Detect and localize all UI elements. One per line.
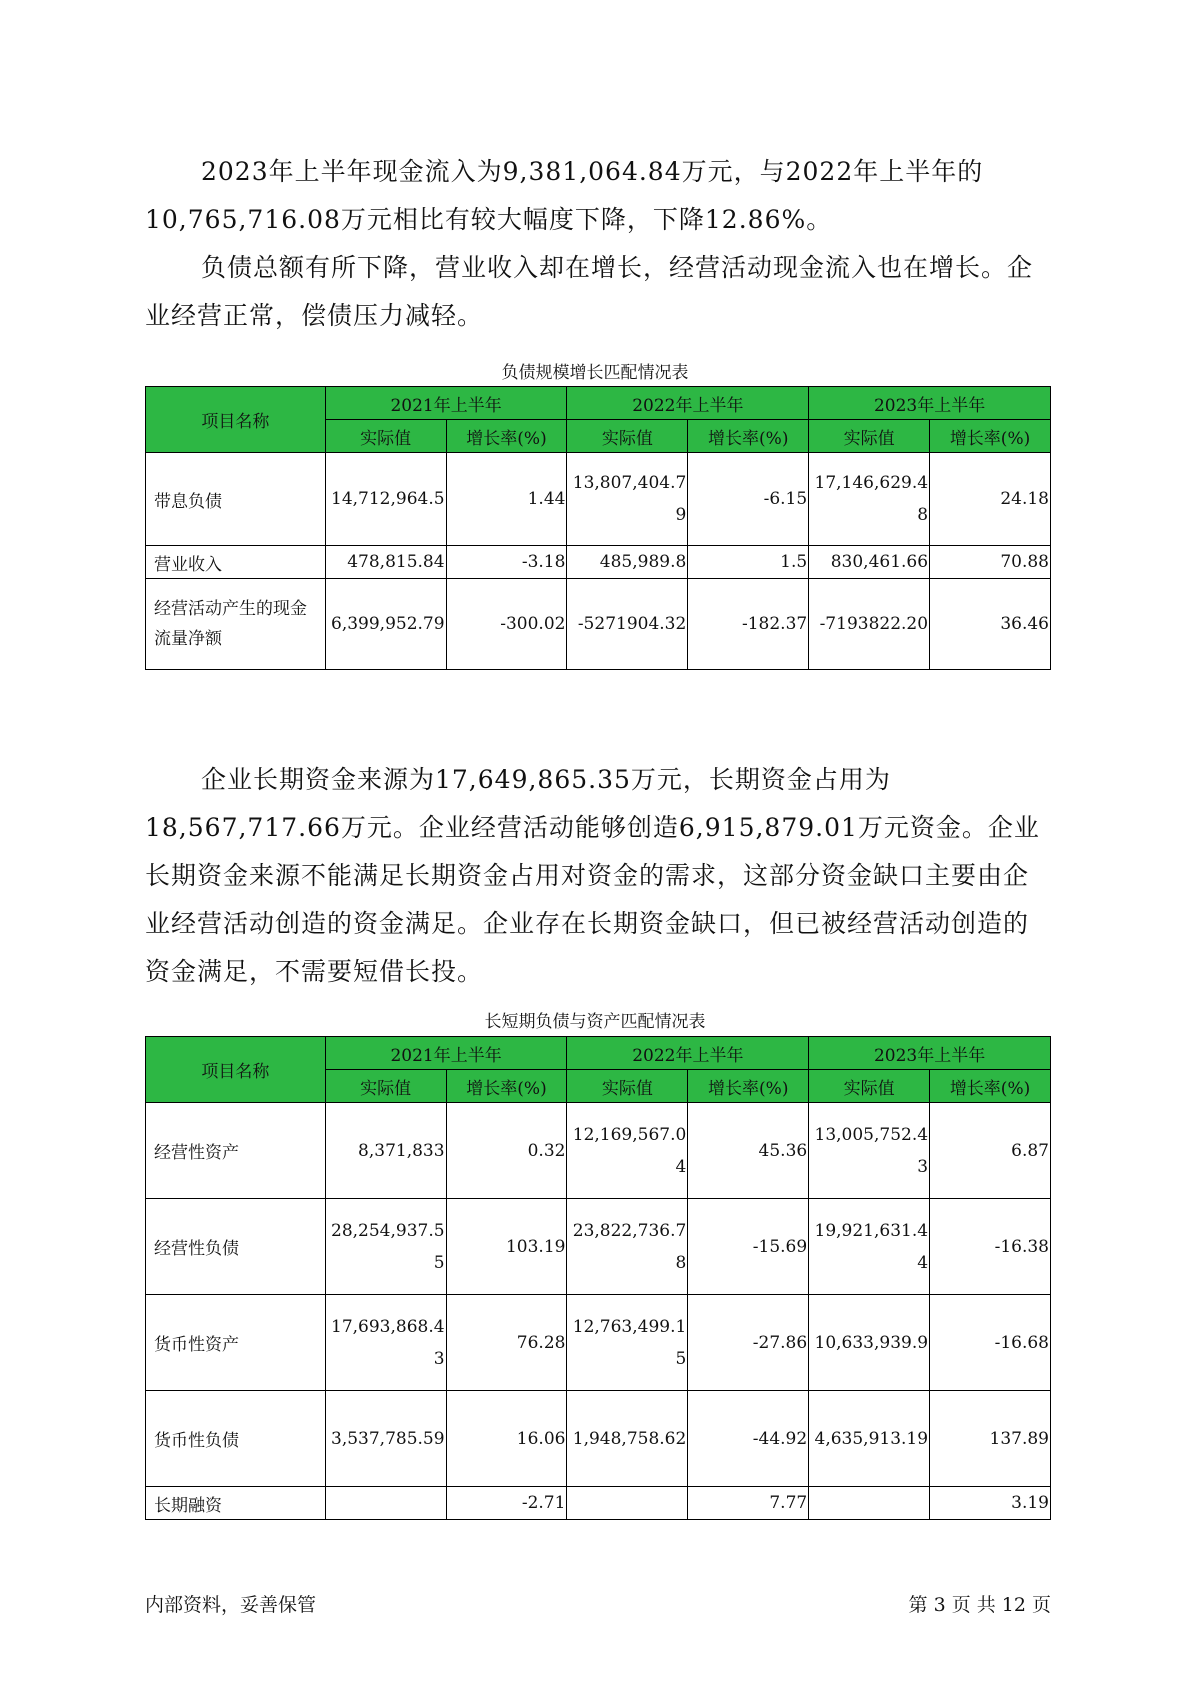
cell-value: 76.28 xyxy=(446,1295,567,1391)
table-row xyxy=(146,1391,1051,1487)
cell-value: 478,815.84 xyxy=(325,546,446,579)
row-label: 经营性负债 xyxy=(146,1199,326,1295)
cell-value: 12,763,499.15 xyxy=(567,1295,688,1391)
table2-caption: 长短期负债与资产匹配情况表 xyxy=(484,1012,706,1032)
cell-value: -6.15 xyxy=(688,453,809,546)
cell-value: 13,005,752.43 xyxy=(809,1103,930,1199)
cell-value: -16.38 xyxy=(930,1199,1051,1295)
year-header: 2021年上半年 xyxy=(325,1037,567,1070)
paragraph-cash-inflow: 2023年上半年现金流入为9,381,064.84万元，与2022年上半年的10,765,716.08万元相比有较大幅度下降，下降12.86%。 xyxy=(145,157,984,234)
cell-value: 485,989.8 xyxy=(567,546,688,579)
paragraph-debt-summary: 负债总额有所下降，营业收入却在增长，经营活动现金流入也在增长。企业经营正常，偿债压力减轻。 xyxy=(145,253,1034,330)
row-label: 经营活动产生的现金流量净额 xyxy=(146,579,326,670)
table1-caption: 负债规模增长匹配情况表 xyxy=(501,363,689,383)
cell-value: 13,807,404.79 xyxy=(567,453,688,546)
growth-rate-header: 增长率(%) xyxy=(446,1070,567,1103)
row-label: 营业收入 xyxy=(146,546,326,579)
cell-value: 70.88 xyxy=(930,546,1051,579)
cell-value: -15.69 xyxy=(688,1199,809,1295)
year-header: 2021年上半年 xyxy=(325,387,567,420)
growth-rate-header: 增长率(%) xyxy=(688,420,809,453)
cell-value xyxy=(567,1487,688,1520)
growth-rate-header: 增长率(%) xyxy=(930,420,1051,453)
cell-value: -16.68 xyxy=(930,1295,1051,1391)
cell-value: -3.18 xyxy=(446,546,567,579)
asset-liability-match-table xyxy=(145,1036,1051,1520)
table-row xyxy=(146,1295,1051,1391)
footer-page-number: 第 3 页 共 12 页 xyxy=(908,1594,1051,1616)
cell-value: 3.19 xyxy=(930,1487,1051,1520)
cell-value: 45.36 xyxy=(688,1103,809,1199)
cell-value: 17,693,868.43 xyxy=(325,1295,446,1391)
cell-value: 8,371,833 xyxy=(325,1103,446,1199)
cell-value: 6,399,952.79 xyxy=(325,579,446,670)
cell-value: -2.71 xyxy=(446,1487,567,1520)
row-label: 货币性资产 xyxy=(146,1295,326,1391)
row-label: 带息负债 xyxy=(146,453,326,546)
table-row xyxy=(146,546,1051,579)
paragraph-long-term-funds: 企业长期资金来源为17,649,865.35万元，长期资金占用为18,567,717.66万元。企业经营活动能够创造6,915,879.01万元资金。企业长期资金来源不能满足长期资金占用对资金的需求，这部分资金缺口主要由企业经营活动创造的资金满足。企业存在长期资金缺口，但已被经营活动创造的资金满足，不需要短借长投。 xyxy=(145,765,1040,986)
cell-value: 7.77 xyxy=(688,1487,809,1520)
year-header: 2023年上半年 xyxy=(809,1037,1051,1070)
cell-value: 3,537,785.59 xyxy=(325,1391,446,1487)
actual-value-header: 实际值 xyxy=(325,1070,446,1103)
table-row xyxy=(146,1487,1051,1520)
cell-value: -182.37 xyxy=(688,579,809,670)
cell-value: 4,635,913.19 xyxy=(809,1391,930,1487)
year-header: 2022年上半年 xyxy=(567,387,809,420)
cell-value: 28,254,937.55 xyxy=(325,1199,446,1295)
actual-value-header: 实际值 xyxy=(809,1070,930,1103)
year-header: 2022年上半年 xyxy=(567,1037,809,1070)
actual-value-header: 实际值 xyxy=(567,420,688,453)
cell-value: -27.86 xyxy=(688,1295,809,1391)
cell-value: 14,712,964.5 xyxy=(325,453,446,546)
cell-value: 10,633,939.9 xyxy=(809,1295,930,1391)
item-name-header: 项目名称 xyxy=(146,1037,326,1103)
cell-value: -5271904.32 xyxy=(567,579,688,670)
cell-value: 16.06 xyxy=(446,1391,567,1487)
cell-value: 6.87 xyxy=(930,1103,1051,1199)
cell-value: -300.02 xyxy=(446,579,567,670)
cell-value xyxy=(325,1487,446,1520)
actual-value-header: 实际值 xyxy=(809,420,930,453)
cell-value: 17,146,629.48 xyxy=(809,453,930,546)
cell-value: 24.18 xyxy=(930,453,1051,546)
item-name-header: 项目名称 xyxy=(146,387,326,453)
row-label: 长期融资 xyxy=(146,1487,326,1520)
actual-value-header: 实际值 xyxy=(567,1070,688,1103)
growth-rate-header: 增长率(%) xyxy=(446,420,567,453)
growth-rate-header: 增长率(%) xyxy=(688,1070,809,1103)
cell-value: -44.92 xyxy=(688,1391,809,1487)
cell-value: 12,169,567.04 xyxy=(567,1103,688,1199)
table-row xyxy=(146,1199,1051,1295)
cell-value: 1.5 xyxy=(688,546,809,579)
cell-value xyxy=(809,1487,930,1520)
cell-value: 1.44 xyxy=(446,453,567,546)
cell-value: 830,461.66 xyxy=(809,546,930,579)
footer-confidential-note: 内部资料，妥善保管 xyxy=(145,1594,317,1616)
row-label: 货币性负债 xyxy=(146,1391,326,1487)
cell-value: 23,822,736.78 xyxy=(567,1199,688,1295)
row-label: 经营性资产 xyxy=(146,1103,326,1199)
table-row xyxy=(146,579,1051,670)
debt-scale-table xyxy=(145,386,1051,670)
table-row xyxy=(146,1103,1051,1199)
actual-value-header: 实际值 xyxy=(325,420,446,453)
cell-value: -7193822.20 xyxy=(809,579,930,670)
cell-value: 36.46 xyxy=(930,579,1051,670)
year-header: 2023年上半年 xyxy=(809,387,1051,420)
cell-value: 19,921,631.44 xyxy=(809,1199,930,1295)
cell-value: 0.32 xyxy=(446,1103,567,1199)
cell-value: 137.89 xyxy=(930,1391,1051,1487)
cell-value: 103.19 xyxy=(446,1199,567,1295)
table-row xyxy=(146,453,1051,546)
cell-value: 1,948,758.62 xyxy=(567,1391,688,1487)
growth-rate-header: 增长率(%) xyxy=(930,1070,1051,1103)
